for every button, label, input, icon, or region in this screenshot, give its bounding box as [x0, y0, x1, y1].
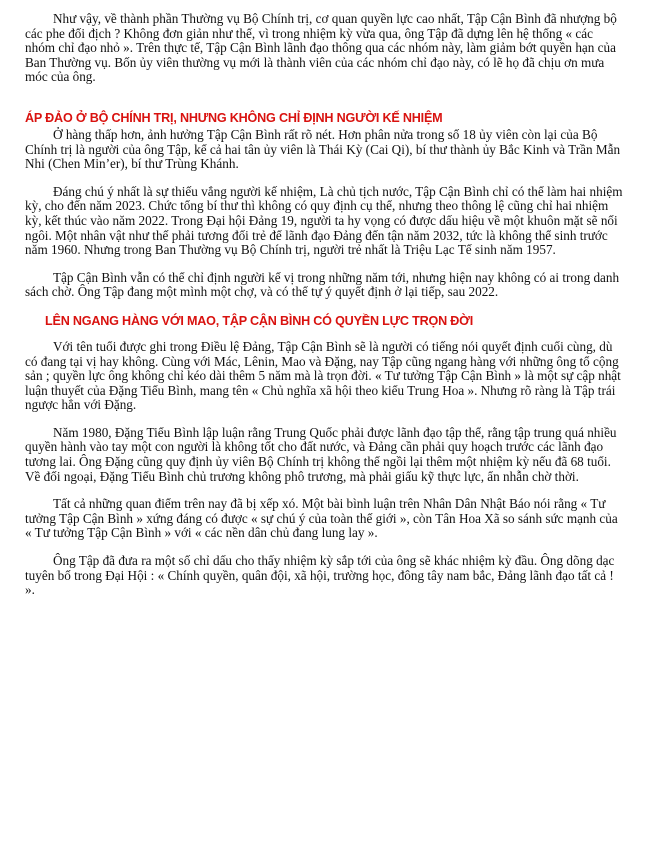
- paragraph-1: Như vậy, về thành phần Thường vụ Bộ Chính trị, cơ quan quyền lực cao nhất, Tập Cận Bình đã nhượng bộ các phe đối địch ? Không đơn giản như thế, vì trong nhiệm kỳ vừa qua, ông Tập đã dựng lên hệ thống « các nhóm chỉ đạo nhỏ ». Trên thực tế, Tập Cận Bình lãnh đạo thông qua các nhóm này, làm giảm bớt quyền hạn của Ban Thường vụ. Bốn ủy viên thường vụ mới là thành viên của các nhóm chỉ đạo này, có lẽ họ đã chịu ơn mưa móc của ông.: [25, 11, 617, 85]
- section-heading-1: ÁP ĐẢO Ở BỘ CHÍNH TRỊ, NHƯNG KHÔNG CHỈ ĐỊNH NGƯỜI KẾ NHIỆM: [25, 110, 443, 125]
- paragraph-2: Ở hàng thấp hơn, ảnh hưởng Tập Cận Bình rất rõ nét. Hơn phân nửa trong số 18 ủy viên còn lại của Bộ Chính trị là người của ông Tập, kể cả hai tân ủy viên là Thái Kỳ (Cai Qi), bí thư thành ủy Bắc Kinh và Trần Mẫn Nhi (Chen Min’er), bí thư Trùng Khánh.: [25, 126, 621, 172]
- section-heading-2: LÊN NGANG HÀNG VỚI MAO, TẬP CẬN BÌNH CÓ QUYỀN LỰC TRỌN ĐỜI: [45, 313, 474, 328]
- article-body: [25, 12, 625, 611]
- paragraph-8: Ông Tập đã đưa ra một số chỉ dấu cho thấy nhiệm kỳ sắp tới của ông sẽ khác nhiệm kỳ đầu. Ông dõng dạc tuyên bố trong Đại Hội : « Chính quyền, quân đội, xã hội, trường học, đông tây nam bắc, Đảng lãnh đạo tất cả ! ».: [25, 553, 615, 598]
- paragraph-4: Tập Cận Bình vẫn có thể chỉ định người kế vị trong những năm tới, nhưng hiện nay không có ai trong danh sách chờ. Ông Tập đang một mình một chợ, và có thể tự ý quyết định ở lại tiếp, sau 2022.: [25, 269, 620, 300]
- paragraph-3: Đáng chú ý nhất là sự thiếu vắng người kế nhiệm, Là chủ tịch nước, Tập Cận Bình chỉ có thể làm hai nhiệm kỳ, cho đến năm 2023. Chức tổng bí thư thì không có quy định cụ thể, nhưng theo thông lệ cũng chỉ hai nhiệm kỳ, kết thúc vào năm 2022. Trong Đại hội Đảng 19, người ta hy vọng có được dấu hiệu về một khuôn mặt sẽ nối ngôi. Một nhân vật như thế phải tương đối trẻ để lãnh đạo Đảng đến tận năm 2032, tức là không thể sinh trước năm 1960. Nhưng trong Ban Thường vụ Bộ Chính trị, người trẻ nhất là Triệu Lạc Tế sinh năm 1957.: [25, 183, 623, 258]
- paragraph-6: Năm 1980, Đặng Tiểu Bình lập luận rằng Trung Quốc phải được lãnh đạo tập thể, rằng tập trung quá nhiều quyền hành vào tay một con người là không tốt cho đất nước, và Đảng cần phải quy hoạch trước các lãnh đạo tương lai. Ông Đặng cũng quy định ủy viên Bộ Chính trị không thể ngồi lại thêm một nhiệm kỳ nếu đã 68 tuổi. Về đối ngoại, Đặng Tiểu Bình chủ trương không phô trương, mà phải giấu kỹ thực lực, ẩn nhẫn chờ thời.: [25, 424, 617, 484]
- paragraph-7: Tất cả những quan điểm trên nay đã bị xếp xó. Một bài bình luận trên Nhân Dân Nhật Báo nói rằng « Tư tưởng Tập Cận Bình » xứng đáng có được « sự chú ý của toàn thế giới », còn Tân Hoa Xã so sánh sức mạnh của « Tư tưởng Tập Cận Bình » với « các nền dân chủ đang lung lay ».: [25, 496, 618, 541]
- paragraph-5: Với tên tuổi được ghi trong Điều lệ Đảng, Tập Cận Bình sẽ là người có tiếng nói quyết định cuối cùng, dù có đang tại vị hay không. Cùng với Mác, Lênin, Mao và Đặng, nay Tập cũng ngang hàng với những ông tổ cộng sản ; quyền lực ông không chỉ kéo dài thêm 5 năm mà là trọn đời. « Tư tưởng Tập Cận Bình » là một sự cập nhật luận thuyết của Đặng Tiểu Bình, mang tên « Chủ nghĩa xã hội theo kiểu Trung Hoa ». Nhưng rõ ràng là Tập trái ngược hẳn với Đặng.: [25, 338, 621, 413]
